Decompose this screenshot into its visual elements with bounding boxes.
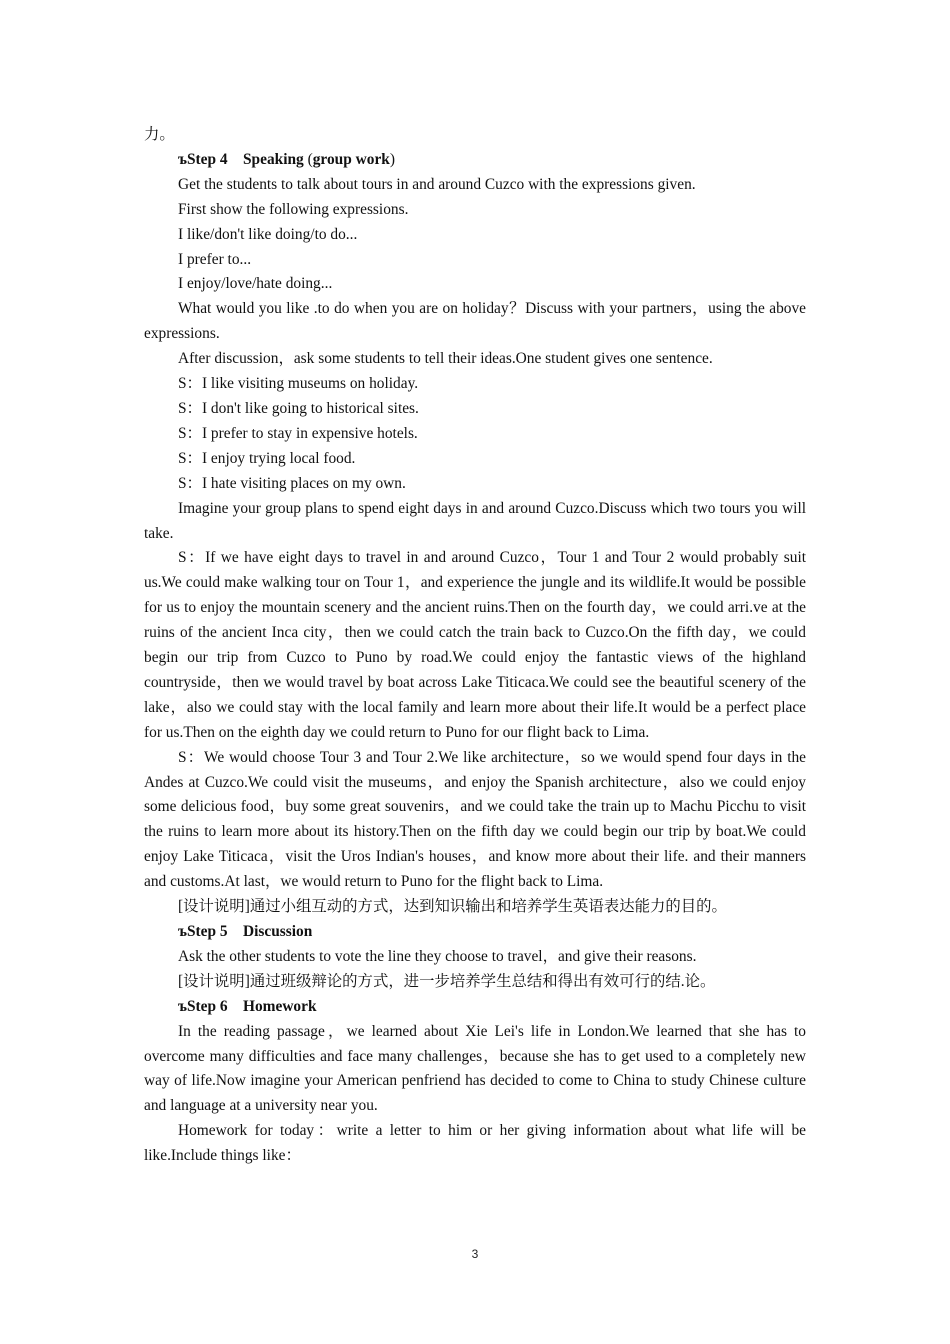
- step6-heading: [144, 995, 806, 1020]
- design-note: [设计说明]通过小组互动的方式，达到知识输出和培养学生英语表达能力的目的。: [178, 898, 727, 916]
- step4-heading: [144, 148, 806, 173]
- student-sentence: S：I prefer to stay in expensive hotels.: [178, 424, 418, 442]
- step4-paren-close: ): [389, 150, 395, 168]
- expression-line: I prefer to...: [178, 250, 252, 268]
- step4-title: Step 4: [186, 150, 228, 168]
- student-sentence: S：I hate visiting places on my own.: [178, 474, 406, 492]
- student-sentence: S：I don't like going to historical sites.: [178, 399, 419, 417]
- step5-title: Step 5: [186, 923, 228, 940]
- student-answer: S：We would choose Tour 3 and Tour 2.We like architecture，so we would spend four days in the Andes at Cuzco.We could visit the museums，and enjoy the Spanish architecture，also we could enjoy some delicious food，buy some great souvenirs，and we could take the train up to Machu Picchu to visit the ruins to learn more about its history.Then on the fifth day we could begin our trip by boat.We could enjoy Lake Titicaca，visit the Uros Indian's houses，and know more about their life. and their manners and customs.At last，we would return to Puno for the flight back to Lima.: [144, 748, 806, 891]
- step4-name: Speaking: [243, 150, 304, 168]
- paragraph: Get the students to talk about tours in and around Cuzco with the expressions given.: [178, 175, 696, 193]
- paragraph: In the reading passage，we learned about Xie Lei's life in London.We learned that she has to overcome many difficulties and face many challenges，because she has to get used to a completely new way of life.Now imagine your American penfriend has decided to come to China to study Chinese culture and language at a university near you.: [144, 1022, 806, 1115]
- step-marker: ъ: [178, 150, 187, 168]
- step-marker: ъ: [178, 997, 187, 1015]
- step5-heading: [144, 920, 806, 945]
- paragraph: Imagine your group plans to spend eight days in and around Cuzco.Discuss which two tours you will take.: [144, 499, 806, 542]
- expression-line: I enjoy/love/hate doing...: [178, 275, 333, 293]
- paragraph: Ask the other students to vote the line they choose to travel，and give their reasons.: [178, 947, 697, 965]
- step4-paren-inner: group work: [312, 150, 390, 168]
- student-answer: S：If we have eight days to travel in and around Cuzco，Tour 1 and Tour 2 would probably suit us.We could make walking tour on Tour 1，and experience the jungle and its wildlife.It would be possible for us to enjoy the mountain scenery and the ancient ruins.Then on the fourth day，we could arri.ve at the ruins of the ancient Inca city，then we could catch the train back to Cuzco.On the fifth day，we could begin our trip from Cuzco to Puno by road.We could enjoy the fantastic views of the highland countryside，then we would travel by boat across Lake Titicaca.We could see the beautiful scenery of the lake，also we could stay with the local family and learn more about their life.It would be a perfect place for us.Then on the eighth day we could return to Puno for our flight back to Lima.: [144, 549, 806, 741]
- step6-name: Homework: [243, 997, 317, 1015]
- paragraph: Homework for today：write a letter to him or her giving information about what life will be like.Include things like：: [144, 1122, 806, 1165]
- student-sentence: S：I like visiting museums on holiday.: [178, 375, 419, 393]
- student-sentence: S：I enjoy trying local food.: [178, 449, 356, 467]
- step5-name: Discussion: [243, 923, 313, 940]
- document-page: [144, 123, 806, 1169]
- top-fragment: 力。: [144, 126, 175, 143]
- step6-title: Step 6: [186, 997, 228, 1015]
- step-marker: ъ: [178, 923, 187, 940]
- design-note: [设计说明]通过班级辩论的方式，进一步培养学生总结和得出有效可行的结.论。: [178, 972, 716, 990]
- paragraph: First show the following expressions.: [178, 200, 409, 218]
- expression-line: I like/don't like doing/to do...: [178, 225, 358, 243]
- paragraph: What would you like .to do when you are on holiday？Discuss with your partners，using the above expressions.: [144, 300, 806, 343]
- paragraph: After discussion，ask some students to tell their ideas.One student gives one sentence.: [178, 350, 713, 368]
- step4-paren-open: (: [303, 150, 313, 168]
- page-number: 3: [471, 1247, 479, 1261]
